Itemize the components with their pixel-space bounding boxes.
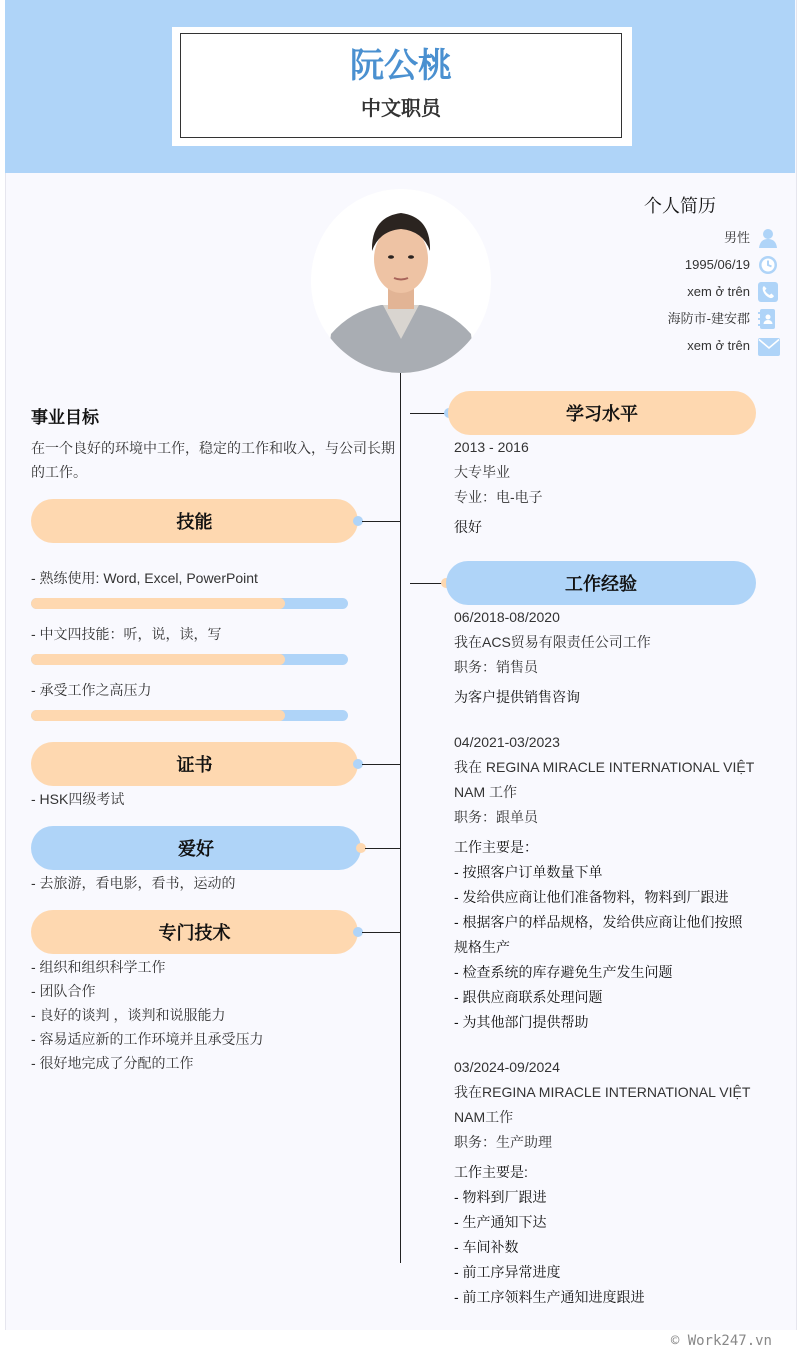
job-duty: - 跟供应商联系处理问题	[454, 989, 603, 1005]
skill-bar	[31, 598, 348, 609]
job-title: 中文职员	[361, 98, 441, 120]
education-grade: 很好	[454, 519, 482, 535]
job-company: 我在 REGINA MIRACLE INTERNATIONAL VIỆT	[454, 759, 755, 775]
certificates-connector	[362, 764, 400, 765]
job-duty: - 生产通知下达	[454, 1214, 547, 1230]
profile-photo	[311, 189, 491, 373]
job-position: 职务：生产助理	[454, 1134, 552, 1150]
job-period: 06/2018-08/2020	[454, 609, 560, 625]
skill-bar-fill	[31, 710, 285, 721]
address-book-icon	[758, 309, 778, 329]
skill-bar	[31, 710, 348, 721]
objective-line-2: 的工作。	[31, 464, 87, 480]
special-skill-item: - 组织和组织科学工作	[31, 959, 166, 975]
user-icon	[758, 228, 778, 248]
skill-label: - 承受工作之高压力	[31, 682, 152, 698]
envelope-icon	[758, 338, 778, 356]
job-company: NAM 工作	[454, 784, 517, 800]
email-value: xem ở trên	[687, 338, 750, 353]
skills-heading: 技能	[31, 499, 358, 543]
job-duty: - 发给供应商让他们准备物料，物料到厂跟进	[454, 889, 729, 905]
skill-label: - 中文四技能：听，说，读，写	[31, 626, 222, 642]
skill-label: - 熟练使用: Word, Excel, PowerPoint	[31, 570, 258, 586]
job-duty: 工作主要是:	[454, 1164, 528, 1180]
skill-bar-fill	[31, 598, 285, 609]
job-position: 职务：销售员	[454, 659, 538, 675]
gender-value: 男性	[723, 230, 750, 245]
job-period: 04/2021-03/2023	[454, 734, 560, 750]
job-duty: 工作主要是：	[454, 839, 538, 855]
hobbies-heading: 爱好	[31, 826, 361, 870]
skill-bar-fill	[31, 654, 285, 665]
education-period: 2013 - 2016	[454, 439, 529, 455]
job-position: 职务：跟单员	[454, 809, 538, 825]
job-duty: - 为其他部门提供帮助	[454, 1014, 589, 1030]
education-heading: 学习水平	[448, 391, 756, 435]
job-duty: 为客户提供销售咨询	[454, 689, 580, 705]
job-duty: - 车间补数	[454, 1239, 519, 1255]
education-connector	[410, 413, 446, 414]
clock-icon	[758, 255, 778, 275]
job-duty: - 按照客户订单数量下单	[454, 864, 603, 880]
special-skills-connector	[362, 932, 400, 933]
special-skill-item: - 良好的谈判 ，谈判和说服能力	[31, 1007, 226, 1023]
phone-icon	[758, 282, 778, 302]
special-skill-item: - 容易适应新的工作环境并且承受压力	[31, 1031, 264, 1047]
job-duty: - 检查系统的库存避免生产发生问题	[454, 964, 673, 980]
job-company: 我在ACS贸易有限责任公司工作	[454, 634, 651, 650]
hobbies-connector	[365, 848, 400, 849]
job-duty: 规格生产	[454, 939, 510, 955]
birthday-value: 1995/06/19	[684, 257, 750, 272]
education-major: 专业：电-电子	[454, 489, 543, 505]
candidate-name: 阮公桃	[350, 47, 452, 85]
objective-line-1: 在一个良好的环境中工作，稳定的工作和收入，与公司长期	[31, 440, 395, 456]
address-value: 海防市-建安郡	[667, 311, 750, 326]
certificates-heading: 证书	[31, 742, 358, 786]
special-skill-item: - 团队合作	[31, 983, 96, 999]
job-duty: - 物料到厂跟进	[454, 1189, 547, 1205]
education-degree: 大专毕业	[454, 464, 510, 480]
job-duty: - 前工序异常进度	[454, 1264, 561, 1280]
special-skill-item: - 很好地完成了分配的工作	[31, 1055, 194, 1071]
phone-value: xem ở trên	[687, 284, 750, 299]
profile-title: 个人简历	[644, 196, 716, 216]
job-company: 我在REGINA MIRACLE INTERNATIONAL VIỆT	[454, 1084, 751, 1100]
footer-credit[interactable]: © Work247.vn	[670, 1333, 772, 1349]
job-duty: - 前工序领料生产通知进度跟进	[454, 1289, 645, 1305]
job-company: NAM工作	[454, 1109, 514, 1125]
skill-bar	[31, 654, 348, 665]
special-skills-heading: 专门技术	[31, 910, 358, 954]
hobby-item: - 去旅游，看电影，看书，运动的	[31, 875, 236, 891]
job-period: 03/2024-09/2024	[454, 1059, 560, 1075]
name-box	[172, 27, 632, 146]
experience-heading: 工作经验	[446, 561, 756, 605]
skills-connector	[362, 521, 400, 522]
certificate-item: - HSK四级考试	[31, 791, 125, 807]
name-box-frame	[180, 33, 622, 138]
objective-heading: 事业目标	[31, 408, 99, 427]
timeline-line	[400, 373, 401, 1263]
job-duty: - 根据客户的样品规格，发给供应商让他们按照	[454, 914, 743, 930]
